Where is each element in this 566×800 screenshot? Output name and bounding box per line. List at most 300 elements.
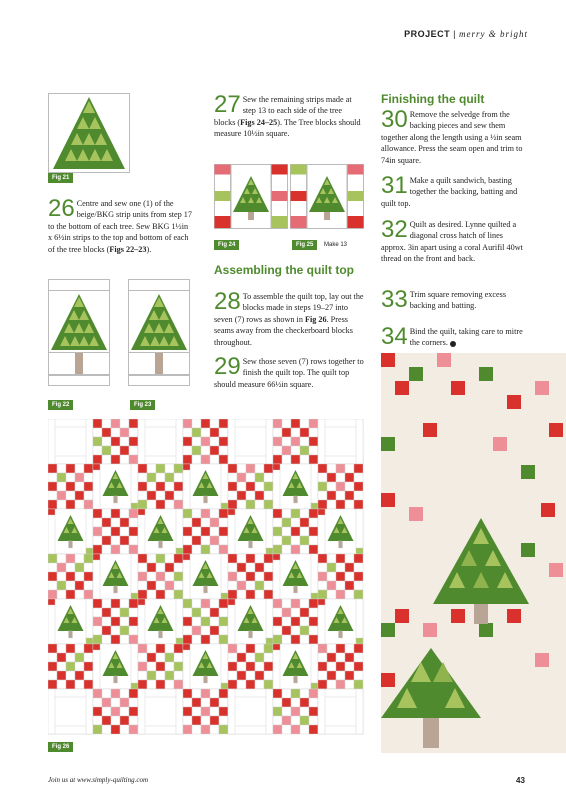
checker-patch bbox=[318, 464, 327, 473]
page-number: 43 bbox=[516, 776, 525, 785]
fig26-quilt-layout bbox=[48, 419, 364, 737]
checker-patch bbox=[210, 707, 219, 716]
checker-patch bbox=[120, 689, 129, 698]
checker-patch bbox=[48, 644, 57, 653]
checker-patch bbox=[165, 662, 174, 671]
checker-patch bbox=[192, 419, 201, 428]
checker-patch bbox=[309, 437, 318, 446]
checker-patch bbox=[138, 644, 147, 653]
checker-patch bbox=[300, 509, 309, 518]
checker-patch bbox=[282, 446, 291, 455]
checker-patch bbox=[219, 419, 228, 428]
checker-patch bbox=[183, 545, 192, 554]
checker-patch bbox=[57, 572, 66, 581]
checker-patch bbox=[201, 635, 210, 644]
checker-patch bbox=[147, 482, 156, 491]
end-mark-icon bbox=[450, 341, 456, 347]
checker-patch bbox=[129, 626, 138, 635]
checker-patch bbox=[120, 608, 129, 617]
checker-patch bbox=[237, 491, 246, 500]
checker-patch bbox=[300, 545, 309, 554]
checker-patch bbox=[93, 617, 102, 626]
checker-patch bbox=[138, 572, 147, 581]
checker-patch bbox=[66, 644, 75, 653]
checker-patch bbox=[165, 563, 174, 572]
checker-patch bbox=[111, 626, 120, 635]
checker-patch bbox=[201, 446, 210, 455]
header-separator: | bbox=[453, 29, 456, 39]
checker-patch bbox=[300, 527, 309, 536]
checker-patch bbox=[300, 635, 309, 644]
checker-patch bbox=[201, 608, 210, 617]
checker-patch bbox=[129, 725, 138, 734]
checker-patch bbox=[291, 536, 300, 545]
checker-patch bbox=[345, 563, 354, 572]
checker-patch bbox=[210, 518, 219, 527]
checker-patch bbox=[336, 473, 345, 482]
checker-patch bbox=[327, 680, 336, 689]
checker-patch bbox=[354, 680, 363, 689]
checker-patch bbox=[111, 428, 120, 437]
step-27: 27 Sew the remaining strips made at step 13 to each side of the tree blocks (Figs 24–25). The Tree blocks should measure 10½in square. bbox=[214, 91, 361, 139]
checker-patch bbox=[309, 527, 318, 536]
checker-patch bbox=[201, 707, 210, 716]
fig23-label: Fig 23 bbox=[130, 400, 155, 410]
checker-patch bbox=[111, 716, 120, 725]
checker-patch bbox=[156, 671, 165, 680]
checker-patch bbox=[201, 455, 210, 464]
checker-patch bbox=[237, 563, 246, 572]
checker-patch bbox=[255, 680, 264, 689]
checker-patch bbox=[228, 491, 237, 500]
checker-patch bbox=[93, 527, 102, 536]
checker-patch bbox=[345, 464, 354, 473]
checker-patch bbox=[147, 680, 156, 689]
checker-patch bbox=[111, 419, 120, 428]
checker-patch bbox=[291, 689, 300, 698]
checker-patch bbox=[75, 482, 84, 491]
series-title: merry & bright bbox=[459, 29, 528, 39]
checker-patch bbox=[273, 698, 282, 707]
checker-patch bbox=[219, 707, 228, 716]
checker-patch bbox=[120, 545, 129, 554]
checker-patch bbox=[300, 518, 309, 527]
checker-patch bbox=[264, 653, 273, 662]
checker-patch bbox=[309, 536, 318, 545]
checker-patch bbox=[228, 662, 237, 671]
checker-patch bbox=[102, 428, 111, 437]
checker-patch bbox=[282, 545, 291, 554]
checker-patch bbox=[75, 590, 84, 599]
checker-patch bbox=[111, 536, 120, 545]
checker-patch bbox=[129, 419, 138, 428]
checker-patch bbox=[147, 464, 156, 473]
checker-patch bbox=[48, 590, 57, 599]
checker-patch bbox=[66, 572, 75, 581]
checker-patch bbox=[129, 635, 138, 644]
checker-patch bbox=[264, 662, 273, 671]
checker-patch bbox=[354, 482, 363, 491]
checker-patch bbox=[102, 455, 111, 464]
checker-patch bbox=[192, 725, 201, 734]
checker-patch bbox=[102, 446, 111, 455]
checker-patch bbox=[111, 725, 120, 734]
checker-patch bbox=[183, 419, 192, 428]
checker-patch bbox=[282, 527, 291, 536]
checker-patch bbox=[354, 554, 363, 563]
fig24-25-blocks bbox=[214, 164, 364, 230]
checker-patch bbox=[57, 554, 66, 563]
checker-patch bbox=[93, 635, 102, 644]
checker-patch bbox=[120, 626, 129, 635]
checker-patch bbox=[228, 482, 237, 491]
checker-patch bbox=[309, 545, 318, 554]
checker-patch bbox=[120, 635, 129, 644]
checker-patch bbox=[291, 527, 300, 536]
checker-patch bbox=[237, 680, 246, 689]
checker-patch bbox=[156, 644, 165, 653]
checker-patch bbox=[165, 491, 174, 500]
checker-patch bbox=[48, 500, 57, 509]
checker-patch bbox=[57, 662, 66, 671]
checker-patch bbox=[75, 653, 84, 662]
checker-patch bbox=[84, 563, 93, 572]
checker-patch bbox=[201, 599, 210, 608]
checker-patch bbox=[354, 464, 363, 473]
checker-patch bbox=[183, 437, 192, 446]
checker-patch bbox=[354, 491, 363, 500]
checker-patch bbox=[273, 428, 282, 437]
checker-patch bbox=[84, 662, 93, 671]
checker-patch bbox=[93, 545, 102, 554]
checker-patch bbox=[273, 455, 282, 464]
checker-patch bbox=[273, 617, 282, 626]
checker-patch bbox=[255, 563, 264, 572]
checker-patch bbox=[138, 500, 147, 509]
checker-patch bbox=[246, 554, 255, 563]
checker-patch bbox=[273, 689, 282, 698]
checker-patch bbox=[219, 545, 228, 554]
checker-patch bbox=[75, 671, 84, 680]
checker-patch bbox=[165, 554, 174, 563]
checker-patch bbox=[246, 572, 255, 581]
checker-patch bbox=[66, 653, 75, 662]
checker-patch bbox=[147, 473, 156, 482]
checker-patch bbox=[120, 617, 129, 626]
checker-patch bbox=[165, 482, 174, 491]
checker-patch bbox=[345, 662, 354, 671]
checker-patch bbox=[192, 518, 201, 527]
checker-patch bbox=[129, 527, 138, 536]
step-number: 27 bbox=[214, 91, 241, 118]
checker-patch bbox=[192, 545, 201, 554]
checker-patch bbox=[210, 428, 219, 437]
checker-patch bbox=[255, 653, 264, 662]
checker-patch bbox=[129, 518, 138, 527]
checker-patch bbox=[318, 482, 327, 491]
checker-patch bbox=[300, 419, 309, 428]
checker-patch bbox=[345, 671, 354, 680]
checker-patch bbox=[327, 590, 336, 599]
checker-patch bbox=[102, 689, 111, 698]
checker-patch bbox=[93, 599, 102, 608]
checker-patch bbox=[165, 500, 174, 509]
checker-patch bbox=[183, 509, 192, 518]
checker-patch bbox=[201, 536, 210, 545]
checker-patch bbox=[210, 725, 219, 734]
checker-patch bbox=[129, 455, 138, 464]
checker-patch bbox=[210, 698, 219, 707]
checker-patch bbox=[84, 554, 93, 563]
checker-patch bbox=[273, 725, 282, 734]
checker-patch bbox=[147, 500, 156, 509]
checker-patch bbox=[48, 491, 57, 500]
checker-patch bbox=[291, 455, 300, 464]
checker-patch bbox=[219, 536, 228, 545]
checker-patch bbox=[75, 464, 84, 473]
checker-patch bbox=[273, 509, 282, 518]
checker-patch bbox=[183, 698, 192, 707]
step-number: 32 bbox=[381, 216, 408, 243]
checker-patch bbox=[255, 662, 264, 671]
checker-patch bbox=[57, 473, 66, 482]
checker-patch bbox=[273, 635, 282, 644]
checker-patch bbox=[327, 671, 336, 680]
step-26: 26 Centre and sew one (1) of the beige/BKG strip units from step 17 to the bottom of each tree. Sew BKG 1½in x 6½in strips to the top and bottom of each of the tree blocks (Figs 22–23). bbox=[48, 195, 192, 254]
checker-patch bbox=[210, 455, 219, 464]
checker-patch bbox=[336, 464, 345, 473]
checker-patch bbox=[219, 428, 228, 437]
checker-patch bbox=[327, 563, 336, 572]
checker-patch bbox=[264, 554, 273, 563]
checker-patch bbox=[309, 617, 318, 626]
checker-patch bbox=[111, 608, 120, 617]
checker-patch bbox=[309, 635, 318, 644]
checker-patch bbox=[57, 644, 66, 653]
checker-patch bbox=[156, 581, 165, 590]
checker-patch bbox=[228, 500, 237, 509]
checker-patch bbox=[228, 581, 237, 590]
checker-patch bbox=[300, 608, 309, 617]
checker-patch bbox=[120, 716, 129, 725]
checker-patch bbox=[282, 635, 291, 644]
heading-finishing: Finishing the quilt bbox=[381, 92, 485, 106]
checker-patch bbox=[255, 500, 264, 509]
checker-patch bbox=[48, 473, 57, 482]
checker-patch bbox=[57, 464, 66, 473]
checker-patch bbox=[192, 698, 201, 707]
checker-patch bbox=[300, 446, 309, 455]
checker-patch bbox=[138, 662, 147, 671]
checker-patch bbox=[210, 617, 219, 626]
checker-patch bbox=[255, 491, 264, 500]
checker-patch bbox=[120, 707, 129, 716]
checker-patch bbox=[138, 680, 147, 689]
checker-patch bbox=[111, 599, 120, 608]
checker-patch bbox=[273, 446, 282, 455]
checker-patch bbox=[201, 725, 210, 734]
checker-patch bbox=[282, 608, 291, 617]
checker-patch bbox=[57, 500, 66, 509]
checker-patch bbox=[210, 635, 219, 644]
checker-patch bbox=[291, 446, 300, 455]
checker-patch bbox=[75, 662, 84, 671]
checker-patch bbox=[201, 716, 210, 725]
checker-patch bbox=[84, 581, 93, 590]
checker-patch bbox=[174, 464, 183, 473]
checker-patch bbox=[264, 491, 273, 500]
checker-patch bbox=[201, 617, 210, 626]
checker-patch bbox=[264, 572, 273, 581]
checker-patch bbox=[309, 608, 318, 617]
checker-patch bbox=[183, 635, 192, 644]
checker-patch bbox=[237, 590, 246, 599]
checker-patch bbox=[219, 527, 228, 536]
checker-patch bbox=[309, 725, 318, 734]
checker-patch bbox=[102, 716, 111, 725]
checker-patch bbox=[192, 707, 201, 716]
checker-patch bbox=[120, 527, 129, 536]
checker-patch bbox=[309, 689, 318, 698]
step-number: 28 bbox=[214, 288, 241, 315]
checker-patch bbox=[318, 572, 327, 581]
checker-patch bbox=[219, 689, 228, 698]
checker-patch bbox=[129, 617, 138, 626]
checker-patch bbox=[129, 608, 138, 617]
checker-patch bbox=[219, 599, 228, 608]
checker-patch bbox=[183, 707, 192, 716]
checker-patch bbox=[237, 554, 246, 563]
checker-patch bbox=[111, 689, 120, 698]
checker-patch bbox=[336, 563, 345, 572]
checker-patch bbox=[246, 653, 255, 662]
checker-patch bbox=[336, 653, 345, 662]
checker-patch bbox=[282, 428, 291, 437]
checker-patch bbox=[183, 446, 192, 455]
checker-patch bbox=[84, 500, 93, 509]
checker-patch bbox=[228, 680, 237, 689]
checker-patch bbox=[282, 716, 291, 725]
checker-patch bbox=[273, 527, 282, 536]
checker-patch bbox=[282, 419, 291, 428]
checker-patch bbox=[291, 698, 300, 707]
checker-patch bbox=[111, 545, 120, 554]
checker-patch bbox=[336, 500, 345, 509]
checker-patch bbox=[183, 527, 192, 536]
checker-patch bbox=[75, 581, 84, 590]
checker-patch bbox=[291, 437, 300, 446]
checker-patch bbox=[75, 491, 84, 500]
checker-patch bbox=[300, 428, 309, 437]
checker-patch bbox=[75, 680, 84, 689]
checker-patch bbox=[264, 581, 273, 590]
checker-patch bbox=[264, 680, 273, 689]
checker-patch bbox=[174, 554, 183, 563]
checker-patch bbox=[264, 671, 273, 680]
checker-patch bbox=[93, 689, 102, 698]
checker-patch bbox=[354, 644, 363, 653]
checker-patch bbox=[309, 446, 318, 455]
checker-patch bbox=[246, 482, 255, 491]
checker-patch bbox=[246, 581, 255, 590]
checker-patch bbox=[138, 473, 147, 482]
checker-patch bbox=[66, 662, 75, 671]
checker-patch bbox=[183, 599, 192, 608]
checker-patch bbox=[129, 716, 138, 725]
checker-patch bbox=[201, 437, 210, 446]
checker-patch bbox=[147, 644, 156, 653]
checker-patch bbox=[246, 671, 255, 680]
checker-patch bbox=[318, 671, 327, 680]
checker-patch bbox=[354, 563, 363, 572]
step-28: 28 To assemble the quilt top, lay out the blocks made in steps 19–27 into seven (7) rows as shown in Fig 26. Press seams away from the checkerboard blocks throughout. bbox=[214, 288, 364, 347]
checker-patch bbox=[192, 599, 201, 608]
checker-patch bbox=[66, 590, 75, 599]
checker-patch bbox=[237, 581, 246, 590]
checker-patch bbox=[129, 446, 138, 455]
checker-patch bbox=[84, 464, 93, 473]
checker-patch bbox=[255, 482, 264, 491]
checker-patch bbox=[309, 599, 318, 608]
checker-patch bbox=[354, 653, 363, 662]
checker-patch bbox=[183, 518, 192, 527]
checker-patch bbox=[318, 644, 327, 653]
checker-patch bbox=[192, 527, 201, 536]
checker-patch bbox=[327, 554, 336, 563]
checker-patch bbox=[111, 707, 120, 716]
checker-patch bbox=[282, 617, 291, 626]
checker-patch bbox=[174, 500, 183, 509]
checker-patch bbox=[228, 572, 237, 581]
checker-patch bbox=[255, 572, 264, 581]
checker-patch bbox=[93, 419, 102, 428]
checker-patch bbox=[174, 572, 183, 581]
checker-patch bbox=[282, 689, 291, 698]
checker-patch bbox=[210, 446, 219, 455]
checker-patch bbox=[84, 482, 93, 491]
checker-patch bbox=[237, 464, 246, 473]
checker-patch bbox=[309, 428, 318, 437]
checker-patch bbox=[345, 680, 354, 689]
fig21-label: Fig 21 bbox=[48, 173, 73, 183]
checker-patch bbox=[156, 464, 165, 473]
checker-patch bbox=[210, 527, 219, 536]
checker-patch bbox=[237, 662, 246, 671]
checker-patch bbox=[129, 437, 138, 446]
checker-patch bbox=[129, 707, 138, 716]
checker-patch bbox=[120, 419, 129, 428]
checker-patch bbox=[111, 518, 120, 527]
checker-patch bbox=[219, 635, 228, 644]
checker-patch bbox=[138, 464, 147, 473]
checker-patch bbox=[201, 509, 210, 518]
checker-patch bbox=[282, 725, 291, 734]
checker-patch bbox=[336, 662, 345, 671]
checker-patch bbox=[345, 653, 354, 662]
checker-patch bbox=[84, 473, 93, 482]
checker-patch bbox=[237, 500, 246, 509]
checker-patch bbox=[174, 482, 183, 491]
checker-patch bbox=[75, 554, 84, 563]
checker-patch bbox=[111, 446, 120, 455]
checker-patch bbox=[156, 491, 165, 500]
footer-website: Join us at www.simply-quilting.com bbox=[48, 776, 149, 784]
checker-patch bbox=[183, 455, 192, 464]
checker-patch bbox=[102, 536, 111, 545]
checker-patch bbox=[165, 644, 174, 653]
checker-patch bbox=[192, 626, 201, 635]
checker-patch bbox=[354, 590, 363, 599]
